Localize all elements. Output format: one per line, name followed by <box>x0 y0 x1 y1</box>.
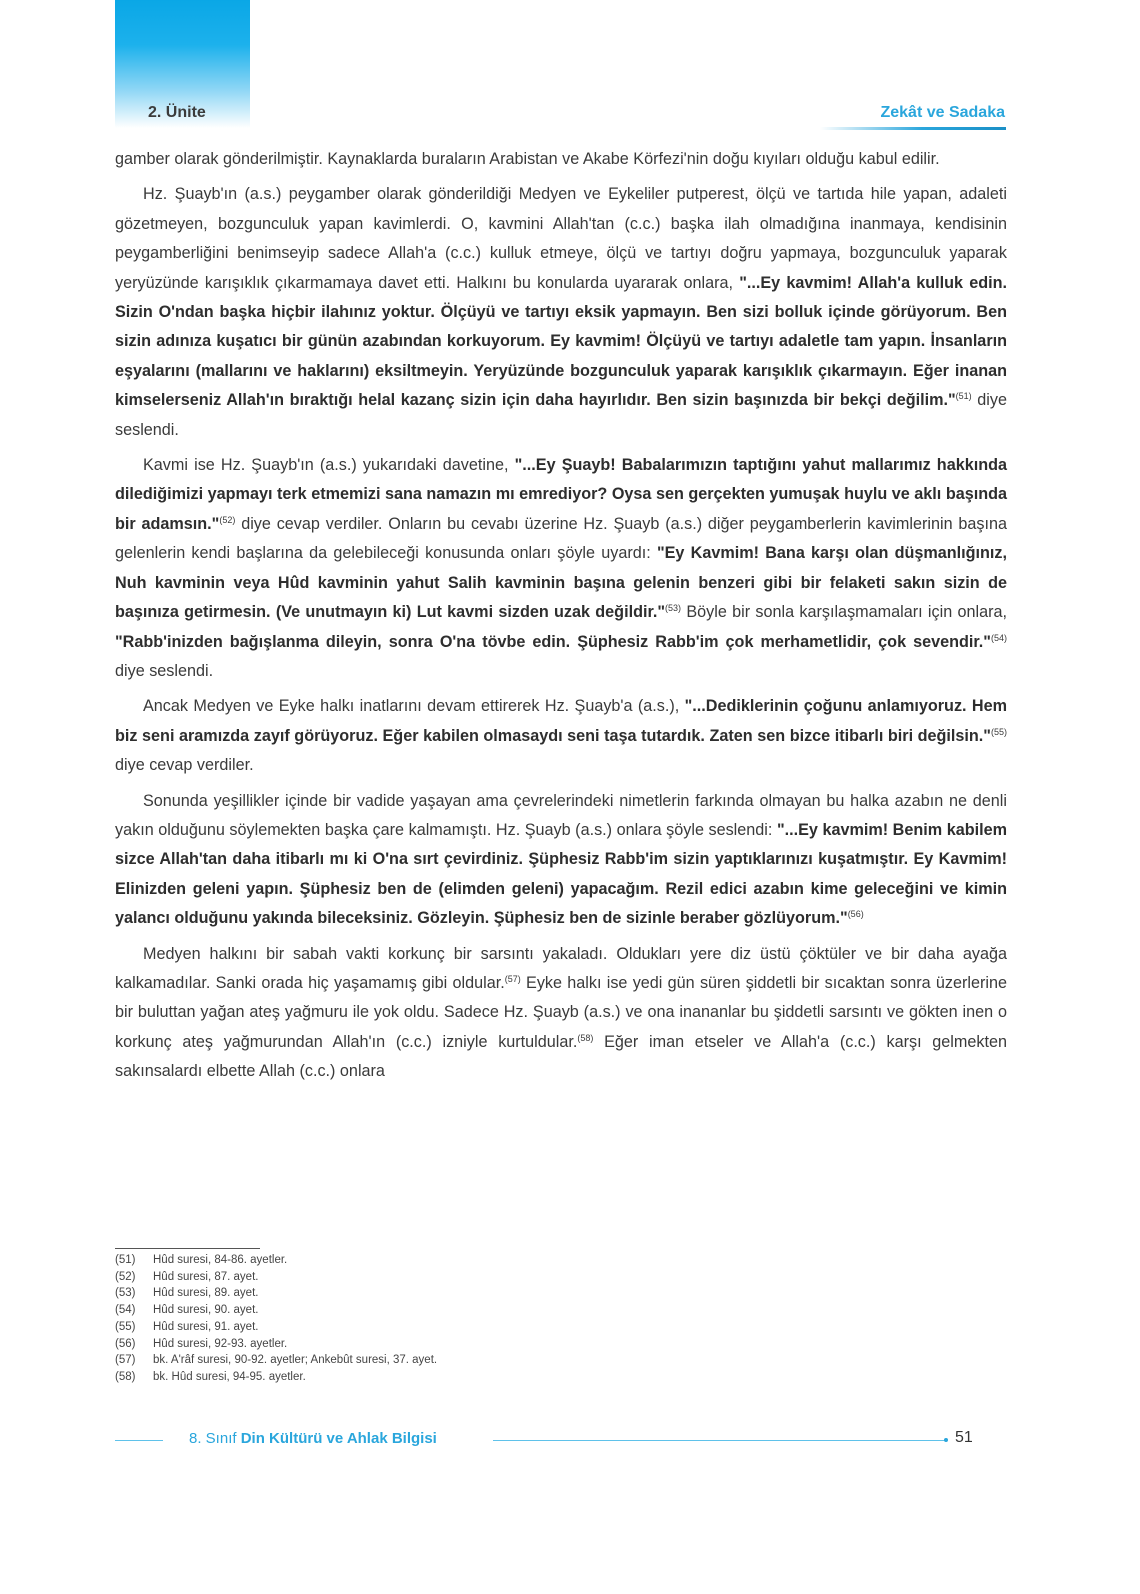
footnote-item <box>115 1252 437 1269</box>
footnote-item <box>115 1302 437 1319</box>
footnote-item <box>115 1336 437 1353</box>
footnote-number: (52) <box>115 1270 136 1283</box>
footnote-item <box>115 1285 437 1302</box>
footnote-ref: (56) <box>847 909 864 920</box>
footnote-number: (56) <box>115 1337 136 1350</box>
body-run: Sonunda yeşillikler içinde bir vadide yaşayan ama çevrelerindeki nimetlerin farkında olmayan bu halka azabın ne denli yakın olduğunu söylemekten başka çare kalmamıştı. Hz. Şuayb (a.s.) onlara şöyle seslendi: <box>115 791 1007 839</box>
footnote-ref: (54) <box>990 632 1007 643</box>
footnote-text: Hûd suresi, 91. ayet. <box>153 1320 259 1333</box>
footer-rule-right <box>493 1440 945 1441</box>
footnotes <box>115 1252 437 1386</box>
paragraph <box>115 180 1007 445</box>
body-run: Ancak Medyen ve Eyke halkı inatlarını devam ettirerek Hz. Şuayb'a (a.s.), <box>143 697 685 716</box>
footnote-text: Hûd suresi, 84-86. ayetler. <box>153 1254 288 1266</box>
paragraph <box>115 787 1007 934</box>
paragraph <box>115 692 1007 780</box>
unit-label: 2. Ünite <box>148 104 206 121</box>
footnote-item <box>115 1269 437 1286</box>
body-run: Eğer iman etseler ve Allah'a (c.c.) karşı gelmekten sakınsalardı elbette Allah (c.c.) onlara <box>115 1032 1007 1081</box>
quote-text: "...Dediklerinin çoğunu anlamıyoruz. Hem biz seni aramızda zayıf görüyoruz. Eğer kabilen olmasaydı seni taşa tutardık. Zaten sen bizce itibarlı biri değilsin." <box>115 697 1007 745</box>
body-run: Eyke halkı ise yedi gün süren şiddetli bir sıcaktan sonra üzerlerine bir buluttan yağan ateş yağmuru ile yok oldu. Sadece Hz. Şuayb (a.s.) ve ona inananlar bu şiddetli sarsıntı ve gökten inen o korkunç ateş yağmurundan Allah'ın (c.c.) izniyle kurtuldular. <box>115 973 1008 1051</box>
footer-book-title <box>189 1430 437 1447</box>
footer-rule-left <box>115 1440 163 1441</box>
footnote-number: (51) <box>115 1254 136 1266</box>
footnote-item <box>115 1369 437 1386</box>
quote-text: "...Ey Şuayb! Babalarımızın taptığını yahut mallarımız hakkında dilediğimizi yapmayı terk etmemizi sana namazın mı emrediyor? Oysa sen gerçekten yumuşak huylu ve aklı başında bir adamsın." <box>115 456 1007 533</box>
footnote-number: (55) <box>115 1320 136 1333</box>
page-footer <box>115 1428 1007 1452</box>
footnote-text: Hûd suresi, 90. ayet. <box>153 1304 259 1317</box>
footnote-ref: (55) <box>990 726 1007 737</box>
quote-text: "Ey Kavmim! Bana karşı olan düşmanlığınız, Nuh kavminin veya Hûd kavminin yahut Salih kavminin başına gelenin benzeri gibi bir felaketi sakın sizin de başınıza getirmesin. (Ve unutmayın ki) Lut kavmi sizden uzak değildir." <box>115 544 1007 622</box>
body-run: gamber olarak gönderilmiştir. Kaynaklarda buraların Arabistan ve Akabe Körfezi'nin doğu kıyıları olduğu kabul edilir. <box>115 150 940 168</box>
quote-text: "...Ey kavmim! Benim kabilem sizce Allah'tan daha itibarlı mı ki O'na sırt çevirdiniz. Şüphesiz Rabb'im sizin yaptıklarınızı kuşatmıştır. Ey Kavmim! Elinizden geleni yapın. Şüphesiz ben de (elimden geleni) yapacağım. Rezil edici azabın kime geleceğini ve kimin yalancı olduğunu yakında bileceksiniz. Gözleyin. Şüphesiz ben de sizinle beraber gözlüyorum." <box>115 820 1007 928</box>
footnote-number: (58) <box>115 1370 136 1383</box>
quote-text: "...Ey kavmim! Allah'a kulluk edin. Sizin O'ndan başka hiçbir ilahınız yoktur. Ölçüyü ve tartıyı eksik yapmayın. Ben sizi bolluk içinde görüyorum. Ben sizin adınıza kuşatıcı bir günün azabından korkuyorum. Ey kavmim! Ölçüyü ve tartıyı adaletle tam yapın. İnsanların eşyalarını (mallarını ve haklarını) eksiltmeyin. Yeryüzünde bozgunculuk yaparak karışıklık çıkarmayın. Eğer inanan kimselerseniz Allah'ın bıraktığı helal kazanç sizin için daha hayırlıdır. Ben sizin başınızda bir bekçi değilim." <box>115 273 1007 410</box>
footer-grade: 8. Sınıf <box>189 1430 241 1447</box>
quote-text: "Rabb'inizden bağışlanma dileyin, sonra O'na tövbe edin. Şüphesiz Rabb'im çok merhametlidir, çok sevendir." <box>115 632 991 651</box>
footnote-ref: (53) <box>665 603 682 614</box>
body-run: diye cevap verdiler. Onların bu cevabı üzerine Hz. Şuayb (a.s.) diğer peygamberlerin kavimlerinin başına gelenlerin kendi başlarına da gelebileceği konusunda onları şöyle uyardı: <box>115 514 1007 563</box>
footnote-number: (53) <box>115 1287 136 1300</box>
paragraph <box>115 145 1007 174</box>
footnote-text: bk. A'râf suresi, 90-92. ayetler; Ankebût suresi, 37. ayet. <box>153 1354 438 1367</box>
footer-subject: Din Kültürü ve Ahlak Bilgisi <box>240 1430 437 1447</box>
footnote-text: bk. Hûd suresi, 94-95. ayetler. <box>153 1370 306 1383</box>
body-run: Kavmi ise Hz. Şuayb'ın (a.s.) yukarıdaki davetine, <box>143 456 515 475</box>
body-run: Medyen halkını bir sabah vakti korkunç bir sarsıntı yakaladı. Oldukları yere diz üstü çöktüler ve bir daha ayağa kalkamadılar. Sanki orada hiç yaşamamış gibi oldular. <box>115 944 1007 992</box>
footnote-ref: (51) <box>955 391 972 402</box>
footnote-number: (54) <box>115 1304 136 1317</box>
body-text <box>115 145 1007 1093</box>
paragraph <box>115 451 1007 686</box>
body-run: Hz. Şuayb'ın (a.s.) peygamber olarak gönderildiği Medyen ve Eykeliler putperest, ölçü ve tartıda hile yapan, adaleti gözetmeyen, bozgunculuk yapan kavimlerdi. O, kavmini Allah'tan (c.c.) başka ilah olmadığına inanmaya, kendisinin peygamberliğini benimseyip sadece Allah'a (c.c.) kulluk etmeye, ölçü ve tartıyı doğru yapmaya, bozgunculuk yaparak yeryüzünde karışıklık çıkarmamaya davet etti. Halkını bu konularda uyararak onlara, <box>115 185 1007 292</box>
body-run: diye cevap verdiler. <box>115 756 254 775</box>
body-run: diye seslendi. <box>115 391 1007 439</box>
footnote-ref: (58) <box>577 1032 594 1043</box>
body-run: diye seslendi. <box>115 661 214 680</box>
footnote-item <box>115 1352 437 1369</box>
paragraph <box>115 940 1007 1087</box>
footnote-ref: (52) <box>219 514 236 525</box>
footer-dot <box>944 1438 948 1442</box>
footnote-divider <box>115 1248 260 1249</box>
footnote-ref: (57) <box>504 973 521 984</box>
page-number: 51 <box>955 1429 973 1446</box>
footnote-text: Hûd suresi, 87. ayet. <box>153 1270 259 1283</box>
footnote-text: Hûd suresi, 89. ayet. <box>153 1287 259 1300</box>
section-title: Zekât ve Sadaka <box>880 104 1005 121</box>
footnote-item <box>115 1319 437 1336</box>
footnote-text: Hûd suresi, 92-93. ayetler. <box>153 1337 288 1350</box>
body-run: Böyle bir sonla karşılaşmamaları için onlara, <box>681 603 1007 622</box>
section-title-underline <box>820 127 1006 130</box>
footnote-number: (57) <box>115 1354 136 1367</box>
